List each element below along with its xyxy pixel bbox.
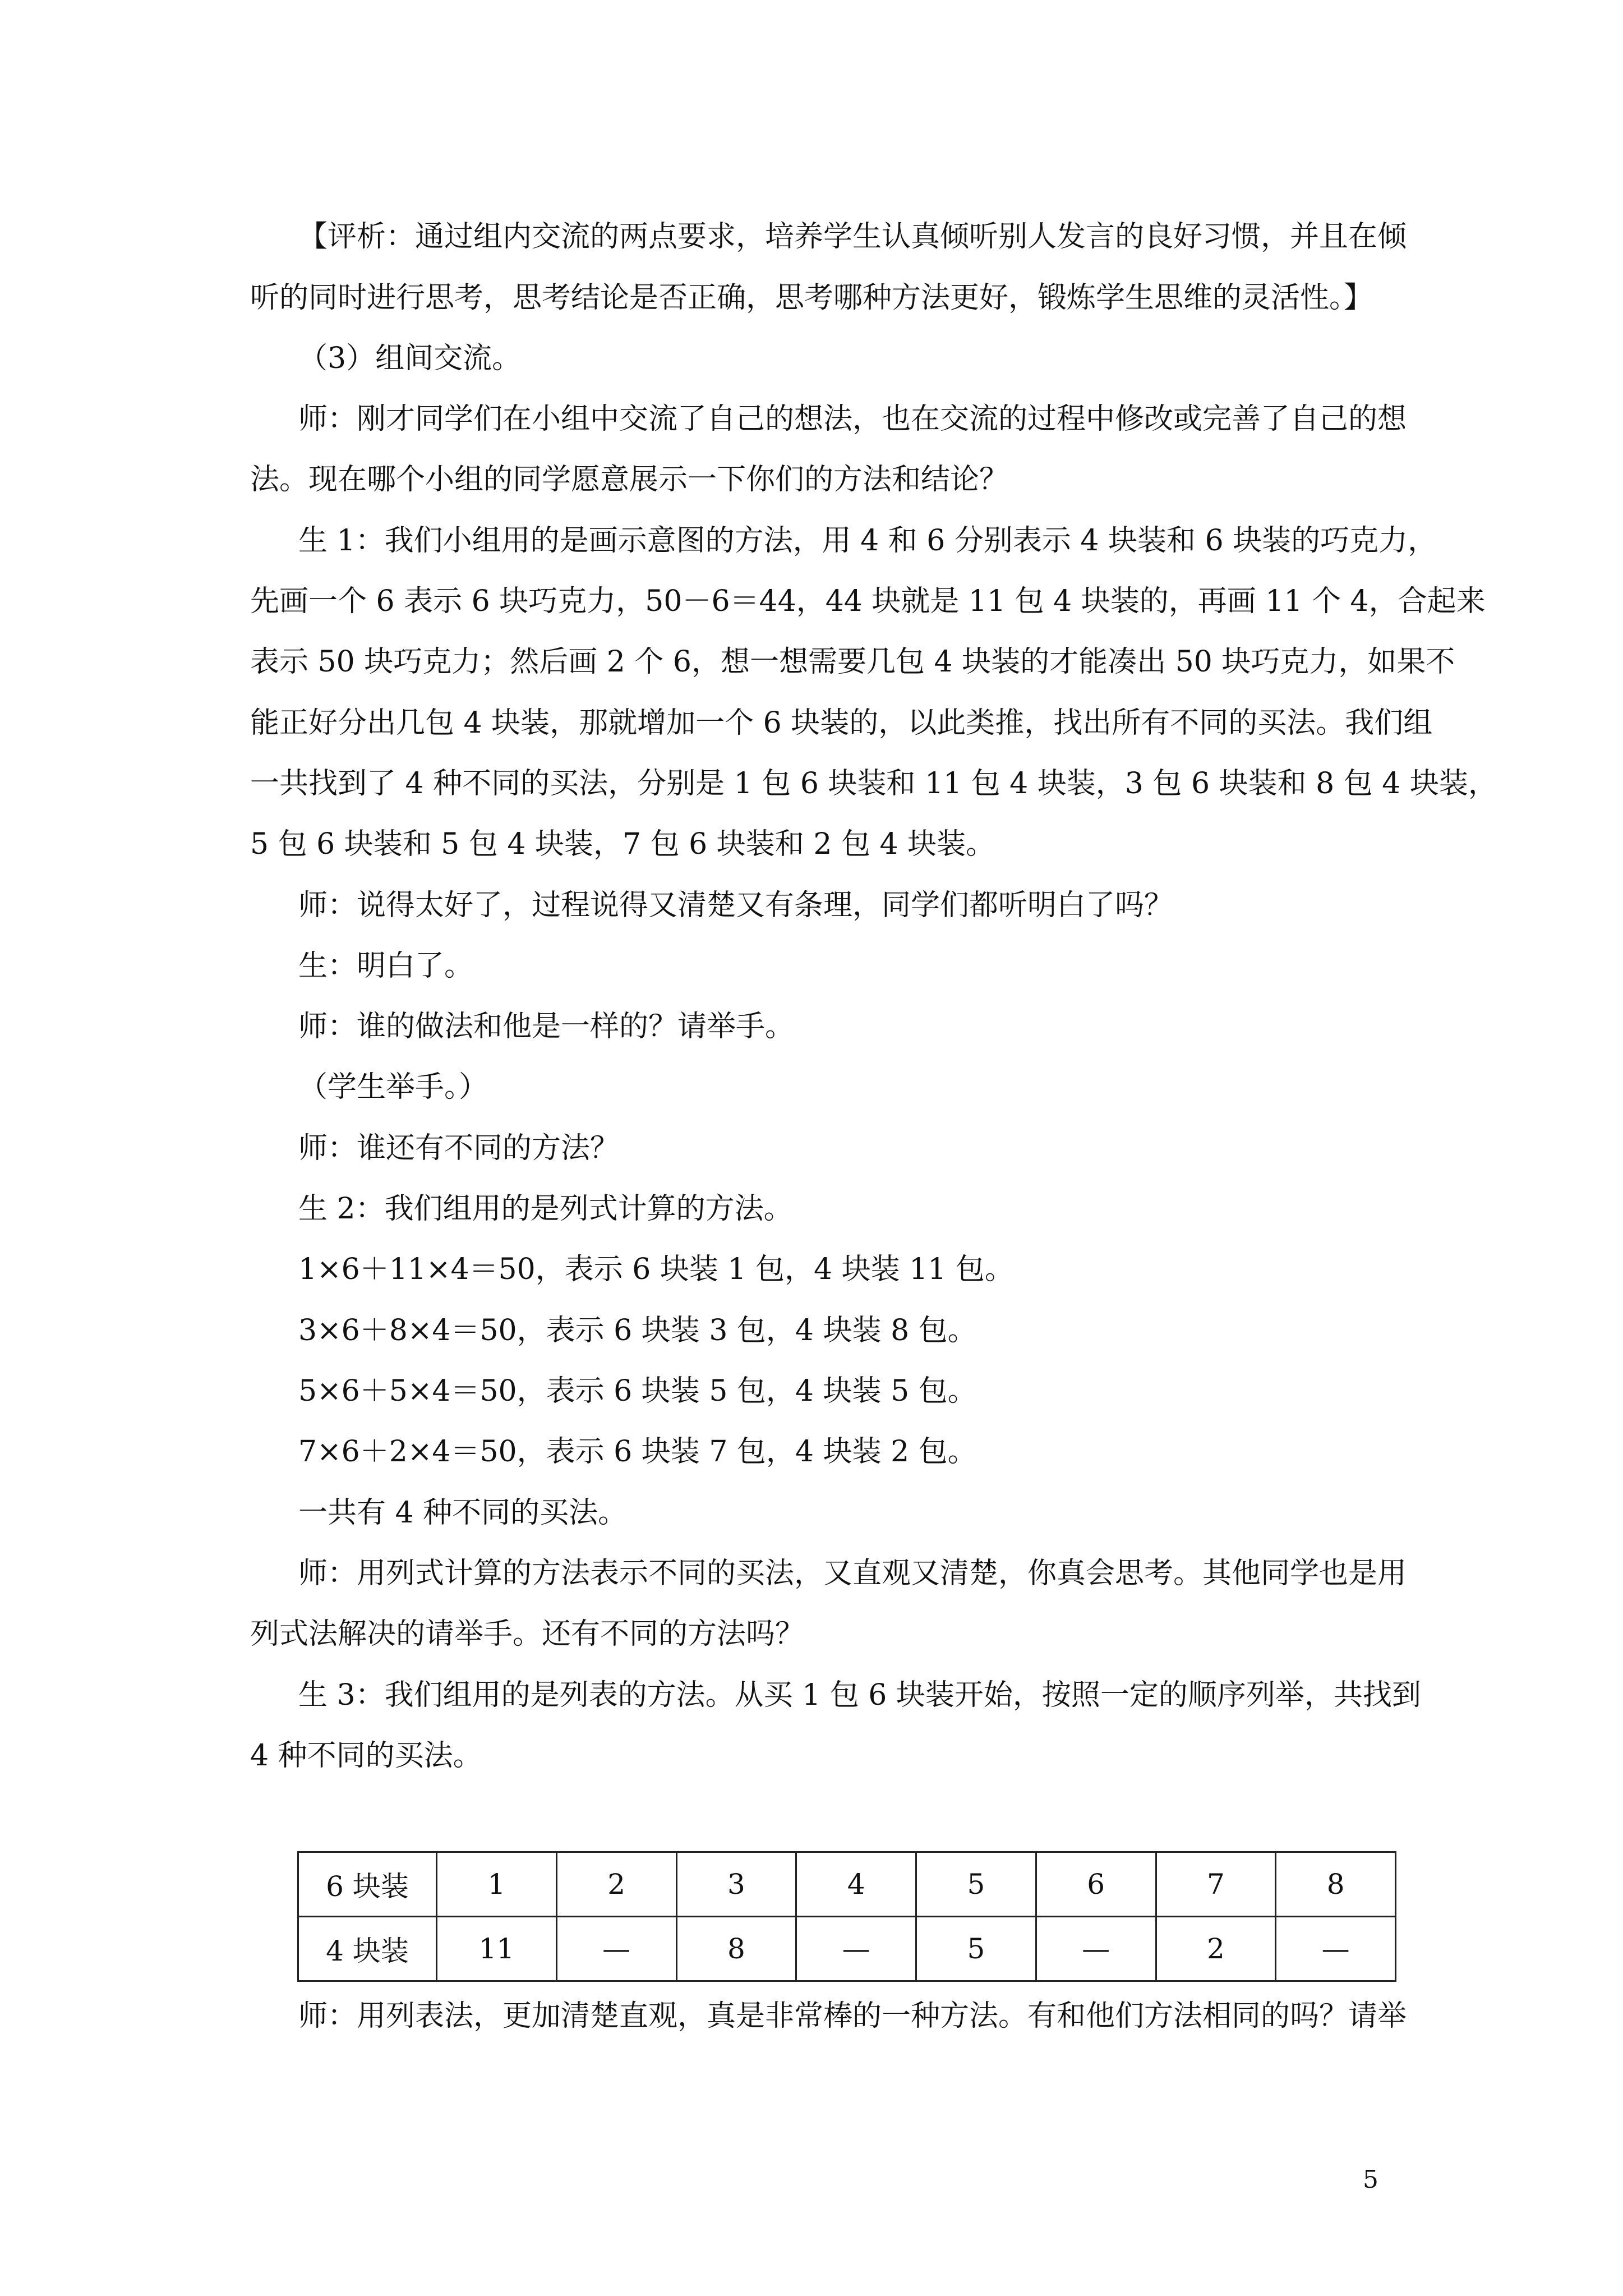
- text-line: （学生举手。）: [298, 1070, 488, 1104]
- text-line: 先画一个 6 表示 6 块巧克力，50－6＝44，44 块就是 11 包 4 块装的，再画 11 个 4，合起来: [250, 585, 1486, 618]
- text-line: 列式法解决的请举手。还有不同的方法吗？: [250, 1617, 805, 1651]
- text-line: 师：谁还有不同的方法？: [298, 1131, 620, 1165]
- table-row: [298, 1852, 1396, 1917]
- text-line: 4 种不同的买法。: [250, 1739, 482, 1773]
- text-line: 师：刚才同学们在小组中交流了自己的想法，也在交流的过程中修改或完善了自己的想: [298, 402, 1407, 436]
- text-line: 生 1：我们小组用的是画示意图的方法，用 4 和 6 分别表示 4 块装和 6 块装的巧克力，: [298, 524, 1437, 558]
- text-line: 生：明白了。: [298, 949, 474, 983]
- comment-line-2: 听的同时进行思考，思考结论是否正确，思考哪种方法更好，锻炼学生思维的灵活性。】: [250, 281, 1373, 315]
- table-cell: 2: [1156, 1917, 1276, 1981]
- equation-line: 5×6＋5×4＝50，表示 6 块装 5 包，4 块装 5 包。: [298, 1374, 977, 1408]
- text-line: 师：谁的做法和他是一样的？请举手。: [298, 1010, 795, 1043]
- row-header: 6 块装: [298, 1852, 437, 1917]
- table-cell: 5: [916, 1917, 1036, 1981]
- table-cell: —: [796, 1917, 916, 1981]
- table-cell: 4: [796, 1852, 916, 1917]
- table-cell: —: [1276, 1917, 1396, 1981]
- table-row: [298, 1917, 1396, 1981]
- page-number: 5: [1363, 2165, 1378, 2194]
- equation-line: 7×6＋2×4＝50，表示 6 块装 7 包，4 块装 2 包。: [298, 1435, 977, 1469]
- text-line: 能正好分出几包 4 块装，那就增加一个 6 块装的，以此类推，找出所有不同的买法。我们组: [250, 706, 1433, 740]
- table-cell: 8: [1276, 1852, 1396, 1917]
- text-line: 表示 50 块巧克力；然后画 2 个 6，想一想需要几包 4 块装的才能凑出 50 块巧克力，如果不: [250, 645, 1455, 679]
- table-cell: 1: [437, 1852, 557, 1917]
- row-header: 4 块装: [298, 1917, 437, 1981]
- table-cell: 8: [676, 1917, 796, 1981]
- table-cell: 7: [1156, 1852, 1276, 1917]
- text-line: 一共找到了 4 种不同的买法，分别是 1 包 6 块装和 11 包 4 块装，3 包 6 块装和 8 包 4 块装，: [250, 767, 1497, 800]
- table-cell: 11: [437, 1917, 557, 1981]
- text-line: 师：用列表法，更加清楚直观，真是非常棒的一种方法。有和他们方法相同的吗？请举: [298, 1999, 1407, 2033]
- table-cell: 3: [676, 1852, 796, 1917]
- text-line: 一共有 4 种不同的买法。: [298, 1496, 628, 1530]
- table-cell: —: [556, 1917, 676, 1981]
- table-cell: 6: [1036, 1852, 1156, 1917]
- table-cell: 5: [916, 1852, 1036, 1917]
- equation-line: 3×6＋8×4＝50，表示 6 块装 3 包，4 块装 8 包。: [298, 1314, 977, 1347]
- text-line: 师：用列式计算的方法表示不同的买法，又直观又清楚，你真会思考。其他同学也是用: [298, 1557, 1407, 1590]
- section-heading: （3）组间交流。: [298, 342, 522, 375]
- text-line: 法。现在哪个小组的同学愿意展示一下你们的方法和结论？: [250, 463, 1009, 496]
- table-cell: 2: [556, 1852, 676, 1917]
- text-line: 生 3：我们组用的是列表的方法。从买 1 包 6 块装开始，按照一定的顺序列举，共找到: [298, 1678, 1421, 1712]
- text-line: 5 包 6 块装和 5 包 4 块装，7 包 6 块装和 2 包 4 块装。: [250, 827, 995, 861]
- purchase-table: [297, 1851, 1396, 1982]
- text-line: 师：说得太好了，过程说得又清楚又有条理，同学们都听明白了吗？: [298, 889, 1174, 922]
- comment-line-1: 【评析：通过组内交流的两点要求，培养学生认真倾听别人发言的良好习惯，并且在倾: [298, 220, 1407, 254]
- table-cell: —: [1036, 1917, 1156, 1981]
- equation-line: 1×6＋11×4＝50，表示 6 块装 1 包，4 块装 11 包。: [298, 1253, 1014, 1286]
- text-line: 生 2：我们组用的是列式计算的方法。: [298, 1192, 793, 1226]
